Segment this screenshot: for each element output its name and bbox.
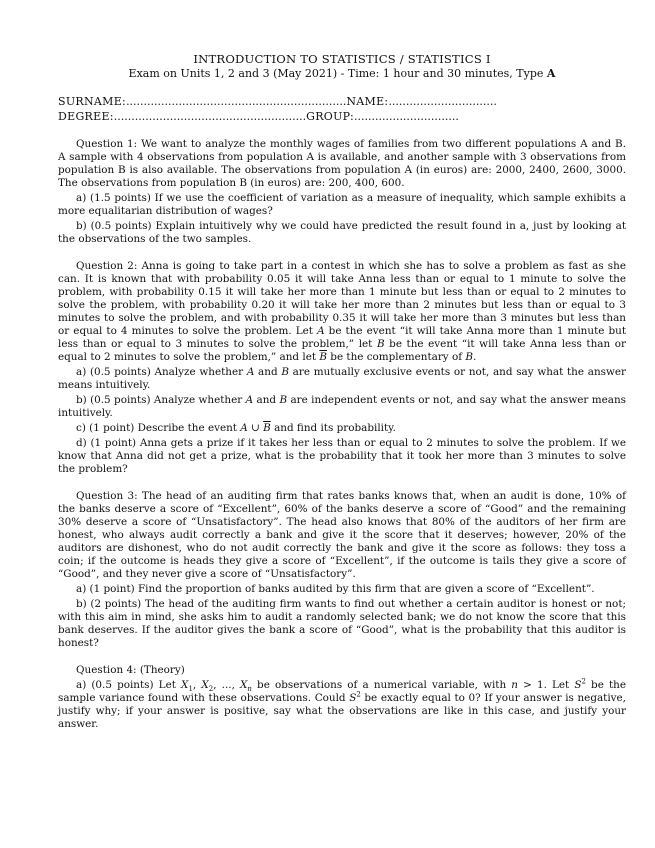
exam-page — [58, 52, 626, 731]
fields-row-1 — [58, 94, 626, 109]
question-2-part-c: c) (1 point) Describe the event A ∪ $\overline{B}$ and find its probability. — [76, 422, 396, 434]
question-4-heading: Question 4: (Theory) — [76, 664, 185, 676]
exam-subtitle: Exam on Units 1, 2 and 3 (May 2021) - Time: 1 hour and 30 minutes, Type A — [128, 67, 556, 80]
question-2-intro: Question 2: Anna is going to take part in a contest in which she has to solve a problem as fast as she can. It is known that with probability 0.05 it will take Anna less than or equal to 1 minute to solve the problem, with probability 0.15 it will take her more than 1 minute but less than or equal to 2 minutes to solve the problem, with probability 0.20 it will take her more than 2 minutes but less than or equal to 3 minutes to solve the problem, and with probability 0.35 it will take her more than 3 minutes but less than or equal to 4 minutes to solve the problem. Let A be the event “it will take Anna more than 1 minute but less than or equal to 3 minutes to solve the problem,” let B be the event “it will take Anna less than or equal to 2 minutes to solve the problem,” and let $\overline{B}$ be the complementary of B. — [58, 260, 626, 363]
question-1-part-b: b) (0.5 points) Explain intuitively why we could have predicted the result found in a, just by looking at the observations of the two samples. — [58, 220, 626, 245]
question-1 — [58, 138, 626, 246]
question-1-part-a: a) (1.5 points) If we use the coefficient of variation as a measure of inequality, which sample exhibits a more equalitarian distribution of wages? — [58, 192, 626, 217]
degree-blank: ....................................................... — [113, 110, 307, 123]
degree-label: DEGREE: — [58, 110, 114, 123]
question-2-part-b: b) (0.5 points) Analyze whether A and B are independent events or not, and say what the answer means intuitively. — [58, 394, 626, 419]
question-2 — [58, 260, 626, 476]
group-blank: .............................. — [353, 110, 459, 123]
question-3 — [58, 490, 626, 650]
question-4 — [58, 664, 626, 731]
question-3-part-a: a) (1 point) Find the proportion of banks audited by this firm that are given a score of “Excellent”. — [76, 583, 595, 595]
student-fields — [58, 94, 626, 124]
question-1-intro: Question 1: We want to analyze the monthly wages of families from two different populations A and B. A sample with 4 observations from population A is available, and another sample with 3 observations from population B is also available. The observations from population A (in euros) are: 2000, 2400, 2600, 3000. The observations from population B (in euros) are: 200, 400, 600. — [58, 138, 626, 189]
exam-type: A — [546, 67, 556, 80]
fields-row-2 — [58, 109, 626, 124]
question-3-part-b: b) (2 points) The head of the auditing firm wants to find out whether a certain auditor is honest or not; with this aim in mind, she asks him to audit a randomly selected bank; we do not know the score that this bank deserves. If the auditor gives the bank a score of “Good”, what is the probability that this auditor is honest? — [58, 598, 626, 649]
name-label: NAME: — [346, 95, 389, 108]
b-complement: $\overline{B}$ — [319, 351, 327, 363]
question-2-part-a: a) (0.5 points) Analyze whether A and B are mutually exclusive events or not, and say what the answer means intuitively. — [58, 366, 626, 391]
surname-blank: ............................................................... — [126, 95, 347, 108]
name-blank: ............................... — [388, 95, 497, 108]
surname-label: SURNAME: — [58, 95, 127, 108]
group-label: GROUP: — [306, 110, 354, 123]
question-3-intro: Question 3: The head of an auditing firm that rates banks knows that, when an audit is done, 10% of the banks deserve a score of “Excellent”, 60% of the banks deserve a score of “Good” and the remaining 30% deserve a score of “Unsatisfactory”. The head also knows that 80% of the auditors of her firm are honest, who always audit correctly a bank and give it the score that it deserves; however, 20% of the auditors are dishonest, who do not audit correctly the bank and give it the score as follows: they toss a coin; if the outcome is heads they give a score of “Excellent”, if the outcome is tails they give a score of “Good”, and they never give a score of “Unsatisfactory”. — [58, 490, 626, 580]
exam-title: INTRODUCTION TO STATISTICS / STATISTICS I — [193, 52, 491, 66]
question-2-part-d: d) (1 point) Anna gets a prize if it takes her less than or equal to 2 minutes to solve the problem. If we know that Anna did not get a prize, what is the probability that it took her more than 3 minutes to solve the problem? — [58, 437, 626, 475]
question-4-part-a: a) (0.5 points) Let $X_1$, $X_2$, ..., $X_n$ be observations of a numerical variable, with n > 1. Let $S^2$ be the sample variance found with these observations. Could $S^2$ be exactly equal to 0? If your answer is negative, justify why; if your answer is positive, say what the observations are like in this case, and justify your answer. — [58, 677, 627, 730]
